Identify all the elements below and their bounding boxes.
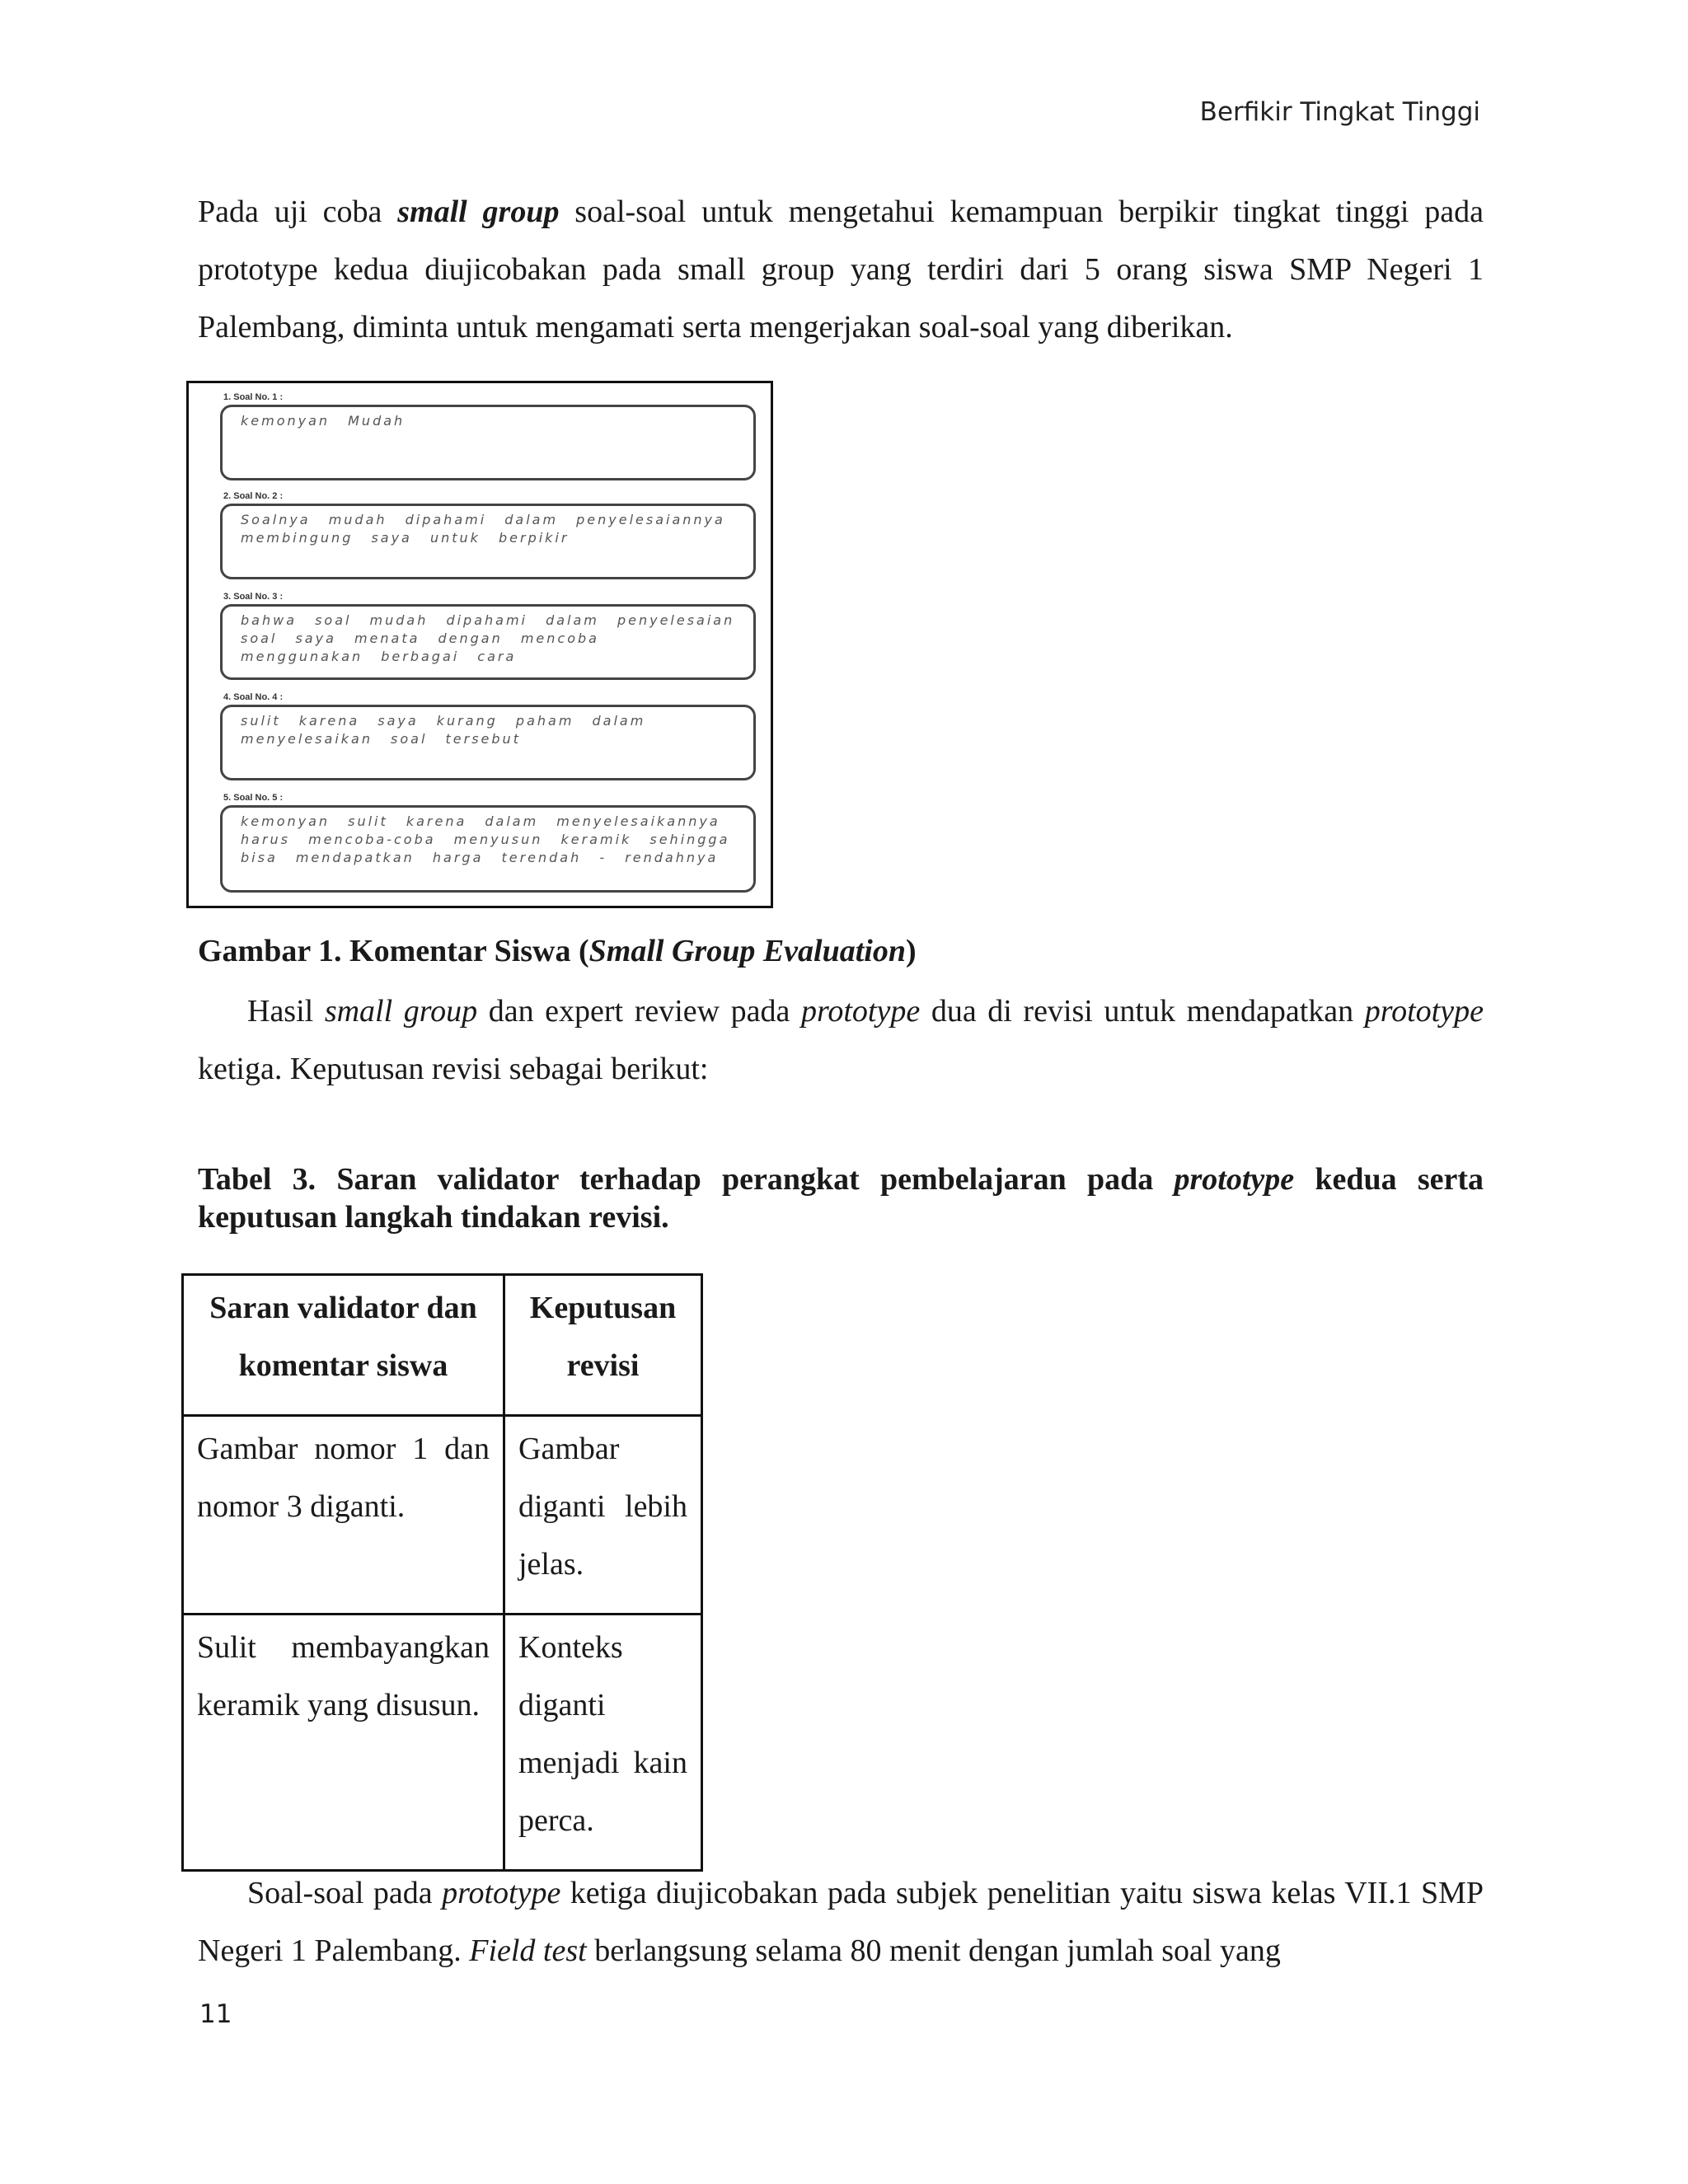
soal-label: 1. Soal No. 1 : [223, 392, 284, 402]
table-title-text: kedua serta keputusan langkah tindakan revisi. [198, 1162, 1484, 1235]
student-comments-figure [186, 381, 773, 908]
caption-text: Gambar 1. Komentar Siswa ( [198, 934, 589, 968]
handwritten-answer: Soalnya mudah dipahami dalam penyelesaiannya membingung saya untuk berpikir [220, 504, 756, 579]
soal-item-3 [220, 589, 756, 680]
paragraph-text: Hasil [247, 994, 325, 1029]
paragraph-field-test [198, 1864, 1484, 1980]
soal-item-1 [220, 390, 756, 480]
table-header-cell: Keputusan revisi [504, 1275, 702, 1416]
paragraph-emphasis: small group [397, 194, 560, 229]
paragraph-emphasis: prototype [1364, 994, 1484, 1029]
table-row [183, 1416, 702, 1615]
table-cell: Sulit membayangkan keramik yang disusun. [183, 1615, 504, 1871]
soal-label: 4. Soal No. 4 : [223, 692, 284, 702]
handwritten-answer: bahwa soal mudah dipahami dalam penyelesaian soal saya menata dengan mencoba menggunakan berbagai cara [220, 604, 756, 680]
figure-caption [198, 933, 917, 969]
paragraph-intro [198, 183, 1484, 356]
running-head: Berfikir Tingkat Tinggi [1199, 97, 1480, 127]
handwritten-answer: kemonyan sulit karena dalam menyelesaikannya harus mencoba-coba menyusun keramik sehingga bisa mendapatkan harga terendah - rendahnya [220, 805, 756, 893]
table-cell: Konteks diganti menjadi kain perca. [504, 1615, 702, 1871]
table-cell: Gambar nomor 1 dan nomor 3 diganti. [183, 1416, 504, 1615]
table-cell: Gambar diganti lebih jelas. [504, 1416, 702, 1615]
paragraph-emphasis: prototype [801, 994, 921, 1029]
handwritten-answer: kemonyan Mudah [220, 405, 756, 480]
table-title-emphasis: prototype [1174, 1162, 1295, 1197]
paragraph-text: ketiga diujicobakan pada subjek penelitian yaitu siswa kelas VII.1 SMP Negeri 1 Palembang. [198, 1876, 1484, 1968]
paragraph-text: berlangsung selama 80 menit dengan jumlah soal yang [586, 1933, 1281, 1968]
table-title-text: Tabel 3. Saran validator terhadap perangkat pembelajaran pada [198, 1162, 1175, 1197]
paragraph-text: dua di revisi untuk mendapatkan [920, 994, 1365, 1029]
paragraph-text: soal-soal untuk mengetahui kemampuan berpikir tingkat tinggi pada prototype kedua diujicobakan pada small group yang terdiri dari 5 orang siswa SMP Negeri 1 Palembang, diminta untuk mengamati serta mengerjakan soal-soal yang diberikan. [198, 194, 1484, 344]
table-title [198, 1160, 1484, 1236]
handwritten-answer: sulit karena saya kurang paham dalam menyelesaikan soal tersebut [220, 705, 756, 780]
paragraph-emphasis: prototype [442, 1876, 561, 1910]
caption-emphasis: Small Group Evaluation [588, 934, 906, 968]
paragraph-text: ketiga. Keputusan revisi sebagai berikut: [198, 1052, 709, 1086]
caption-text: ) [905, 934, 917, 968]
soal-item-5 [220, 790, 756, 893]
paragraph-emphasis: small group [324, 994, 478, 1029]
soal-label: 2. Soal No. 2 : [223, 491, 284, 501]
paragraph-text: dan expert review pada [477, 994, 801, 1029]
page-number: 11 [199, 1999, 232, 2029]
paragraph-text: Soal-soal pada [247, 1876, 443, 1910]
paragraph-emphasis: Field test [469, 1933, 587, 1968]
table-header-cell: Saran validator dan komentar siswa [183, 1275, 504, 1416]
soal-label: 5. Soal No. 5 : [223, 793, 284, 803]
revision-table [181, 1273, 703, 1872]
soal-item-2 [220, 489, 756, 579]
table-header-row [183, 1275, 702, 1416]
paragraph-text: Pada uji coba [198, 194, 398, 229]
table-row [183, 1615, 702, 1871]
soal-label: 3. Soal No. 3 : [223, 592, 284, 602]
paragraph-revision [198, 982, 1484, 1098]
soal-item-4 [220, 690, 756, 780]
